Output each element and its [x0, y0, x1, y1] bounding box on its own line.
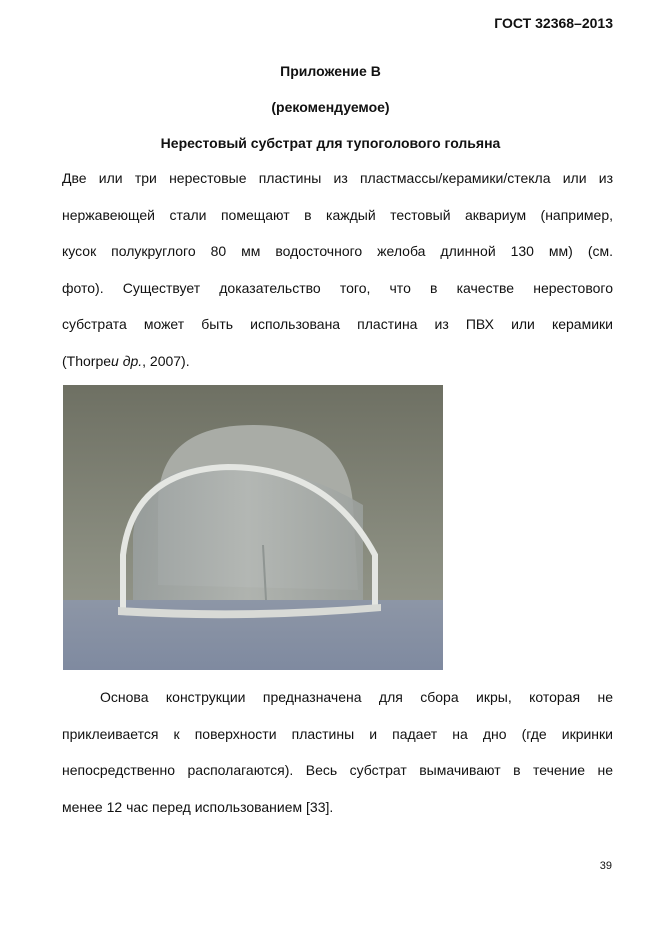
citation-year: , 2007). [142, 352, 190, 369]
appendix-heading: Нерестовый субстрат для тупоголового гольяна [160, 135, 501, 151]
paragraph-1 [62, 160, 613, 379]
appendix-title: Приложение В [280, 63, 381, 79]
citation-et-al: и др. [111, 352, 143, 369]
paragraph-1-line: субстрата может быть использована пластина из ПВХ или керамики [62, 316, 613, 332]
appendix-status: (рекомендуемое) [271, 99, 390, 115]
paragraph-2-line: приклеивается к поверхности пластины и падает на дно (где икринки [62, 725, 613, 742]
page-number: 39 [599, 860, 612, 872]
citation [62, 343, 613, 380]
spawning-substrate-photo [63, 385, 443, 670]
paragraph-1-line: кусок полукруглого 80 мм водосточного желоба длинной 130 мм) (см. [62, 243, 613, 259]
citation-author: (Thorpe [62, 352, 112, 369]
paragraph-2-line: непосредственно располагаются). Весь субстрат вымачивают в течение не [62, 762, 613, 778]
document-code: ГОСТ 32368–2013 [494, 15, 613, 31]
paragraph-1-line: фото). Существует доказательство того, что в качестве нерестового [62, 279, 613, 296]
paragraph-2-line: менее 12 час перед использованием [33]. [62, 798, 334, 815]
paragraph-2-line: Основа конструкции предназначена для сбора икры, которая не [100, 689, 613, 705]
paragraph-1-line: нержавеющей стали помещают в каждый тестовый аквариум (например, [62, 206, 613, 223]
paragraph-1-line: Две или три нерестовые пластины из пластмассы/керамики/стекла или из [62, 170, 613, 186]
paragraph-2 [62, 679, 613, 825]
